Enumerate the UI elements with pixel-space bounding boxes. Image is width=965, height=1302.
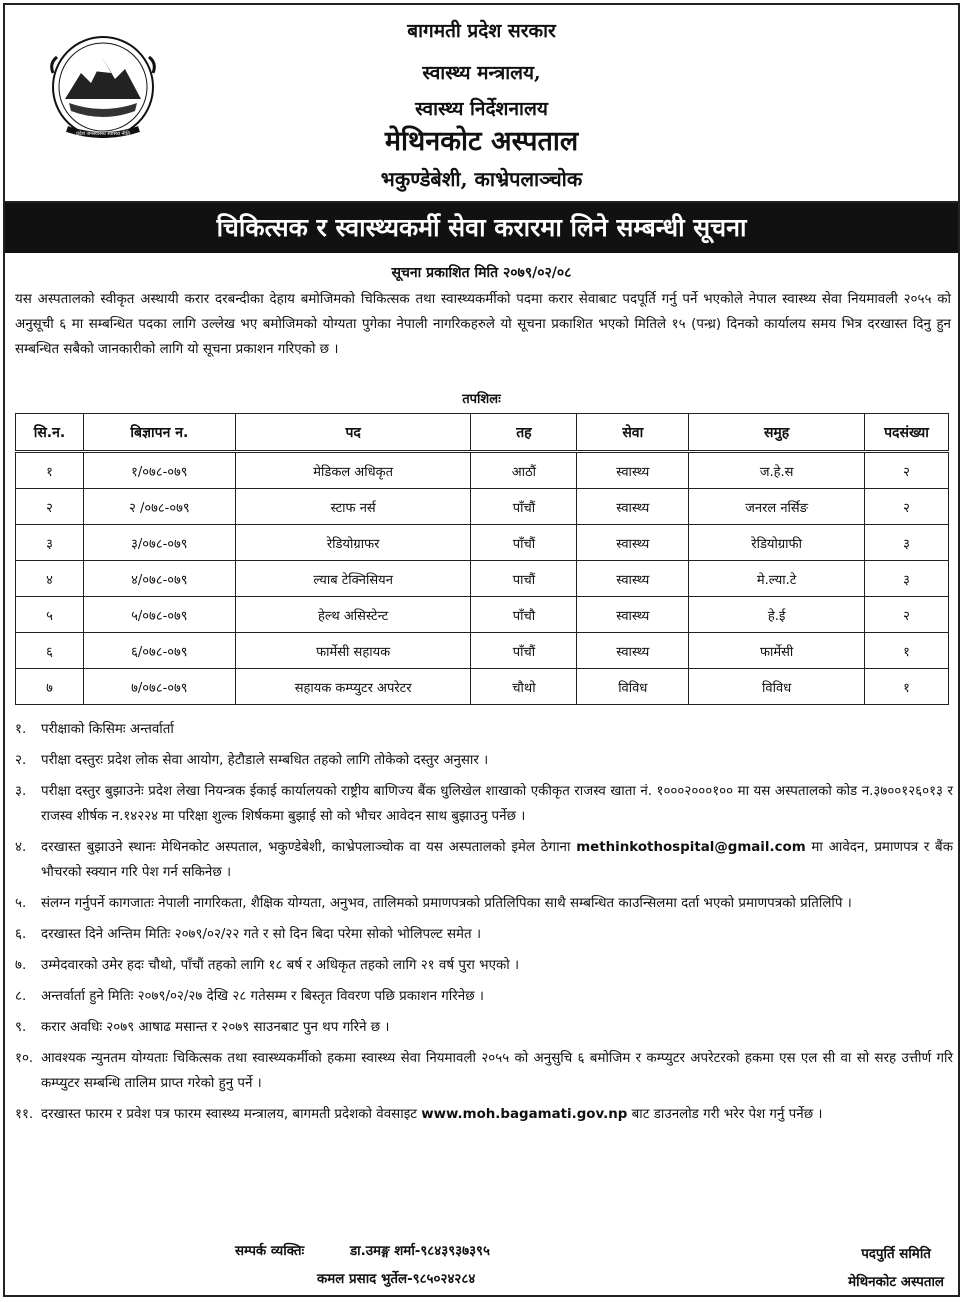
note-number: २. xyxy=(15,753,27,768)
table-cell: सहायक कम्प्युटर अपरेटर xyxy=(235,669,471,705)
table-cell: जनरल नर्सिङ xyxy=(689,489,865,525)
table-row xyxy=(16,561,949,597)
table-cell: २ xyxy=(865,597,949,633)
note-item xyxy=(15,1102,953,1127)
note-text: परीक्षा दस्तुर बुझाउनेः प्रदेश लेखा नियन्त्रक ईकाई कार्यालयको राष्ट्रीय बाणिज्य बैंक धुलिखेल शाखाको एकीकृत राजस्व खाता नं. १०००२०००१०० मा यस अस्पतालको कोड न.३७००१२६०१३ र राजस्व शीर्षक न.१४२२४ मा परिक्षा शुल्क शिर्षकमा बुझाई सो को भौचर आवेदन साथ बुझाउनु पर्नेछ । xyxy=(41,784,953,824)
note-item xyxy=(15,1046,953,1096)
contact-label: सम्पर्क व्यक्तिः xyxy=(235,1244,305,1259)
table-cell: ५ xyxy=(16,597,84,633)
note-number: १. xyxy=(15,722,27,737)
header-cell: सि.न. xyxy=(16,414,84,452)
table-cell: १ xyxy=(16,452,84,489)
contact-person-2: कमल प्रसाद भुर्तेल-९८५०२४२८४ xyxy=(317,1272,476,1287)
note-text: अन्तर्वार्ता हुने मितिः २०७९/०२/२७ देखि २८ गतेसम्म र बिस्तृत विवरण पछि प्रकाशन गरिनेछ । xyxy=(41,989,484,1004)
intro-paragraph: यस अस्पतालको स्वीकृत अस्थायी करार दरबन्दीका देहाय बमोजिमको चिकित्सक तथा स्वास्थ्यकर्मीको पदमा करार सेवाबाट पदपूर्ति गर्नु पर्ने भएकोले नेपाल स्वास्थ्य सेवा नियमावली २०५५ को अनुसूची ६ मा सम्बन्धित पदका लागि उल्लेख भए बमोजिमको योग्यता पुगेका नेपाली नागरिकहरुले यो सूचना प्रकाशित भएको मितिले १५ (पन्ध्र) दिनको कार्यालय समय भित्र दरखास्त दिनु हुन सम्बन्धित सबैको जानकारीको लागि यो सूचना प्रकाशन गरिएको छ । xyxy=(15,292,951,357)
note-text: संलग्न गर्नुपर्ने कागजातः नेपाली नागरिकता, शैक्षिक योग्यता, अनुभव, तालिमको प्रमाणपत्रको प्रतिलिपिका साथै सम्बन्धित काउन्सिलमा दर्ता भएको प्रमाणपत्रको प्रतिलिपि । xyxy=(41,896,852,911)
table-cell: ४ xyxy=(16,561,84,597)
svg-text:प्रदेश जनस्वास्थ्य स्वास्थ्य न: प्रदेश जनस्वास्थ्य स्वास्थ्य नीति xyxy=(76,131,130,137)
ministry-name: स्वास्थ्य मन्त्रालय, xyxy=(422,62,541,84)
website-link[interactable]: www.moh.bagamati.gov.np xyxy=(421,1107,628,1122)
table-cell: २ xyxy=(865,452,949,489)
table-cell: पाँचौ xyxy=(471,597,577,633)
header-cell: बिज्ञापन न. xyxy=(83,414,235,452)
table-cell: रेडियोग्राफी xyxy=(689,525,865,561)
table-cell: स्वास्थ्य xyxy=(577,452,689,489)
notes-list xyxy=(15,717,953,1133)
note-number: ७. xyxy=(15,958,27,973)
note-item xyxy=(15,953,953,978)
table-row xyxy=(16,525,949,561)
header-cell: तह xyxy=(471,414,577,452)
table-row xyxy=(16,633,949,669)
table-cell: स्वास्थ्य xyxy=(577,597,689,633)
table-cell: १ xyxy=(865,633,949,669)
note-item xyxy=(15,835,953,885)
table-cell: पाँचौं xyxy=(471,489,577,525)
table-cell: ३ xyxy=(865,561,949,597)
header-cell: पदसंख्या xyxy=(865,414,949,452)
committee-signature xyxy=(848,1241,944,1297)
note-text: मा आवेदन, प्रमाणपत्र र बैंक भौचरको स्क्यान गरि पेश गर्न सकिनेछ । xyxy=(41,840,953,880)
footer xyxy=(5,1237,958,1297)
table-title: तपशिलः xyxy=(462,392,501,407)
table-row xyxy=(16,452,949,489)
table-cell: ६/०७८-०७९ xyxy=(83,633,235,669)
table-row xyxy=(16,489,949,525)
note-item xyxy=(15,717,953,742)
table-cell: २ /०७८-०७९ xyxy=(83,489,235,525)
notice-frame xyxy=(3,3,960,1297)
email-link[interactable]: methinkothospital@gmail.com xyxy=(576,840,806,855)
note-text: परीक्षाको किसिमः अन्तर्वार्ता xyxy=(41,722,174,737)
note-text: परीक्षा दस्तुरः प्रदेश लोक सेवा आयोग, हेटौडाले सम्बधित तहको लागि तोकेको दस्तुर अनुसार । xyxy=(41,753,489,768)
table-cell: रेडियोग्राफर xyxy=(235,525,471,561)
table-cell: २ xyxy=(16,489,84,525)
note-text: बाट डाउनलोड गरी भरेर पेश गर्नु पर्नेछ । xyxy=(631,1107,823,1122)
table-cell: ज.हे.स xyxy=(689,452,865,489)
publish-date: सूचना प्रकाशित मिति २०७९/०२/०८ xyxy=(391,265,572,281)
note-number: १०. xyxy=(15,1051,34,1066)
table-cell: आठौं xyxy=(471,452,577,489)
table-cell: मे.ल्या.टे xyxy=(689,561,865,597)
header-cell: सेवा xyxy=(577,414,689,452)
header-cell: समुह xyxy=(689,414,865,452)
committee-name: पदपुर्ति समिति xyxy=(861,1247,931,1262)
table-cell: स्टाफ नर्स xyxy=(235,489,471,525)
table-cell: विविध xyxy=(689,669,865,705)
table-header-row xyxy=(16,414,949,452)
note-text: करार अवधिः २०७९ आषाढ मसान्त र २०७९ साउनबाट पुन थप गरिने छ । xyxy=(41,1020,390,1035)
note-text: दरखास्त फारम र प्रवेश पत्र फारम स्वास्थ्य मन्त्रालय, बागमती प्रदेशको वेवसाइट xyxy=(41,1107,418,1122)
table-cell: १ xyxy=(865,669,949,705)
table-cell: ५/०७८-०७९ xyxy=(83,597,235,633)
table-cell: २ xyxy=(865,489,949,525)
note-item xyxy=(15,922,953,947)
committee-hospital: मेथिनकोट अस्पताल xyxy=(848,1275,944,1290)
note-item xyxy=(15,779,953,829)
note-item xyxy=(15,891,953,916)
note-text: दरखास्त बुझाउने स्थानः मेथिनकोट अस्पताल, भकुण्डेबेशी, काभ्रेपलाञ्चोक वा यस अस्पतालको इमेल ठेगाना xyxy=(41,840,571,855)
table-cell: विविध xyxy=(577,669,689,705)
table-cell: मेडिकल अधिकृत xyxy=(235,452,471,489)
note-number: ४. xyxy=(15,840,27,855)
table-cell: हेल्थ असिस्टेन्ट xyxy=(235,597,471,633)
note-text: आवश्यक न्युनतम योग्यताः चिकित्सक तथा स्वास्थ्यकर्मीको हकमा स्वास्थ्य सेवा नियमावली २०५५ को अनुसुचि ६ बमोजिम र कम्प्युटर अपरेटरको हकमा एस एल सी वा सो सरह उत्तीर्ण गरि कम्प्युटर सम्बन्धि तालिम प्राप्त गरेको हुनु पर्ने । xyxy=(41,1051,953,1091)
table-cell: ३ xyxy=(16,525,84,561)
note-number: ३. xyxy=(15,784,27,799)
header-cell: पद xyxy=(235,414,471,452)
note-number: ५. xyxy=(15,896,27,911)
table-cell: स्वास्थ्य xyxy=(577,633,689,669)
note-text: उम्मेदवारको उमेर हदः चौथो, पाँचौं तहको लागि १८ बर्ष र अधिकृत तहको लागि २१ वर्ष पुरा भएको । xyxy=(41,958,520,973)
table-cell: हे.ई xyxy=(689,597,865,633)
note-text: दरखास्त दिने अन्तिम मितिः २०७९/०२/२२ गते र सो दिन बिदा परेमा सोको भोलिपल्ट समेत । xyxy=(41,927,482,942)
note-number: ९. xyxy=(15,1020,27,1035)
table-cell: स्वास्थ्य xyxy=(577,561,689,597)
positions-table xyxy=(15,413,949,705)
table-cell: चौथो xyxy=(471,669,577,705)
table-cell: पाँचौं xyxy=(471,633,577,669)
contact-person-1: डा.उमङ्ग शर्मा-९८४३९३७३९५ xyxy=(350,1244,490,1259)
table-row xyxy=(16,669,949,705)
table-cell: ल्याब टेक्निसियन xyxy=(235,561,471,597)
table-row xyxy=(16,597,949,633)
table-cell: ३ xyxy=(865,525,949,561)
note-number: ८. xyxy=(15,989,27,1004)
note-number: ६. xyxy=(15,927,27,942)
note-item xyxy=(15,748,953,773)
table-cell: ३/०७८-०७९ xyxy=(83,525,235,561)
table-cell: फार्मेसी xyxy=(689,633,865,669)
table-cell: पाचौं xyxy=(471,561,577,597)
table-cell: पाँचौं xyxy=(471,525,577,561)
table-cell: फार्मेसी सहायक xyxy=(235,633,471,669)
directorate-name: स्वास्थ्य निर्देशनालय xyxy=(415,98,548,120)
note-item xyxy=(15,984,953,1009)
table-cell: ७/०७८-०७९ xyxy=(83,669,235,705)
hospital-name: मेथिनकोट अस्पताल xyxy=(384,126,579,157)
notice-title: चिकित्सक र स्वास्थ्यकर्मी सेवा करारमा लिने सम्बन्धी सूचना xyxy=(5,203,958,253)
hospital-address: भकुण्डेबेशी, काभ्रेपलाञ्चोक xyxy=(380,167,583,191)
table-cell: ७ xyxy=(16,669,84,705)
note-item xyxy=(15,1015,953,1040)
letterhead xyxy=(5,5,958,203)
table-cell: १/०७८-०७९ xyxy=(83,452,235,489)
table-cell: स्वास्थ्य xyxy=(577,489,689,525)
province-government: बागमती प्रदेश सरकार xyxy=(407,20,556,42)
table-cell: ४/०७८-०७९ xyxy=(83,561,235,597)
table-cell: स्वास्थ्य xyxy=(577,525,689,561)
table-cell: ६ xyxy=(16,633,84,669)
note-number: ११. xyxy=(15,1107,34,1122)
